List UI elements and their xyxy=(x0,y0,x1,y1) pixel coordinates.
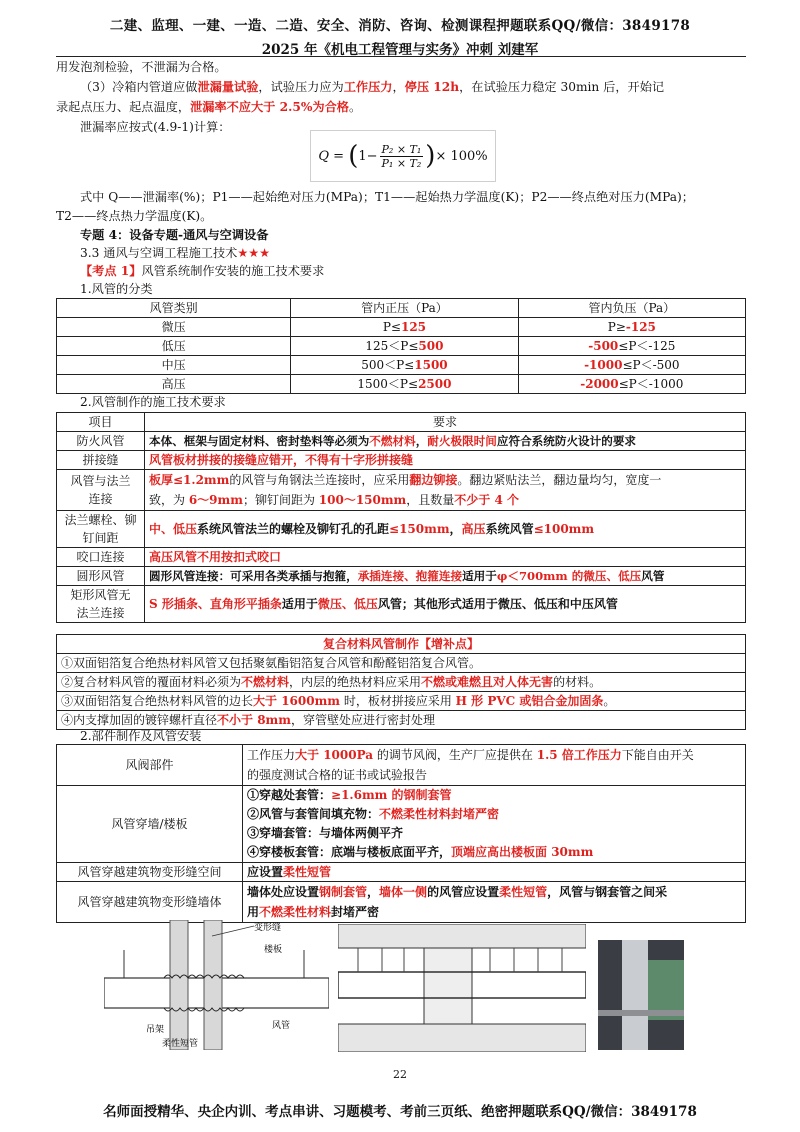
text: ， xyxy=(392,80,405,94)
table-cell xyxy=(145,432,746,451)
text: ≤P＜-500 xyxy=(622,358,680,372)
text: ②复合材料风管的覆面材料必须为 xyxy=(61,675,242,689)
table-row xyxy=(57,432,746,451)
formula-eq: = xyxy=(333,148,345,164)
table-header: 项目 xyxy=(57,413,145,432)
floor-slab xyxy=(338,1024,586,1052)
text: ，穿管壁处应进行密封处理 xyxy=(290,713,435,727)
table-cell: 高压 xyxy=(57,375,291,394)
section-title xyxy=(56,244,746,263)
duct-photo xyxy=(598,940,684,1050)
topic-title: 专题 4：设备专题-通风与空调设备 xyxy=(80,228,269,242)
table-cell: 低压 xyxy=(57,337,291,356)
table-cell xyxy=(57,692,746,711)
text: 法兰螺栓、铆 xyxy=(64,513,137,527)
wall-sleeve-section-drawing xyxy=(338,924,586,1052)
keypoint-title xyxy=(56,262,746,281)
text: ≤P＜-125 xyxy=(618,339,676,353)
table-row xyxy=(57,567,746,586)
text: ④穿楼板套管：底端与楼板底面平齐， xyxy=(247,845,452,859)
table-cell xyxy=(518,318,745,337)
table-cell xyxy=(145,567,746,586)
table-cell: 拼接缝 xyxy=(57,451,145,470)
table-row xyxy=(57,548,746,567)
table-cell xyxy=(57,470,145,511)
table-cell xyxy=(57,586,145,623)
text: 系统风管 xyxy=(485,522,534,536)
table-cell: 风管穿越建筑物变形缝空间 xyxy=(57,863,243,882)
table-row xyxy=(57,586,746,623)
text: ，在试验压力稳定 30min 后，开始记 xyxy=(459,80,665,94)
table-row xyxy=(57,673,746,692)
table-header: 管内负压（Pa） xyxy=(518,299,745,318)
table-cell: 高压风管不用按扣式咬口 xyxy=(145,548,746,567)
highlight: -2000 xyxy=(580,377,619,391)
highlight: 高压 xyxy=(461,522,486,536)
table-cell xyxy=(145,470,746,511)
highlight: 1.5 倍工作压力 xyxy=(536,748,622,762)
text: 风管；其他形式适用于微压、低压和中压风管 xyxy=(377,597,618,611)
table-cell xyxy=(291,337,518,356)
highlight: 不燃或难燃且对人体无害 xyxy=(421,675,554,689)
highlight: 顶端应高出楼板面 30mm xyxy=(451,845,594,859)
highlight: 【考点 1】 xyxy=(80,264,142,278)
table-row xyxy=(57,511,746,548)
table-row xyxy=(57,863,746,882)
table-cell xyxy=(243,863,746,882)
text: 工作压力 xyxy=(247,748,296,762)
highlight: 停压 12h xyxy=(404,80,460,94)
highlight: 500 xyxy=(418,339,444,353)
table-row xyxy=(57,470,746,511)
text: ③穿墙套管：与墙体两侧平齐 xyxy=(247,826,404,840)
text: 应设置 xyxy=(247,865,284,879)
highlight: 翻边铆接 xyxy=(409,473,458,487)
text: 125＜P≤ xyxy=(365,339,419,353)
table-cell xyxy=(145,586,746,623)
table-row xyxy=(57,299,746,318)
text: ， xyxy=(367,885,380,899)
table-cell: 风管板材拼接的接缝应错开，不得有十字形拼接缝 xyxy=(145,451,746,470)
formula-fraction xyxy=(380,143,424,170)
intro-line-0: 用发泡剂检验，不泄漏为合格。 xyxy=(56,60,227,74)
table-header: 管内正压（Pa） xyxy=(291,299,518,318)
highlight: 100～150mm xyxy=(318,493,407,507)
text: ，试验压力应为 xyxy=(258,80,344,94)
footer-contact-line: 名师面授精华、央企内训、考点串讲、习题模考、考前三页纸、绝密押题联系QQ/微信：3849178 xyxy=(103,1104,697,1120)
text: 应符合系统防火设计的要求 xyxy=(496,434,637,448)
install-table xyxy=(56,744,746,923)
sub-heading-2: 2.风管制作的施工技术要求 xyxy=(80,395,226,409)
text: ，内层的绝热材料应采用 xyxy=(289,675,422,689)
intro-line-1 xyxy=(56,78,746,97)
text: 风管与法兰 xyxy=(70,474,131,488)
table-header: 复合材料风管制作【增补点】 xyxy=(57,635,746,654)
highlight: 板厚≤1.2mm xyxy=(149,473,230,487)
text: 录起点压力、起点温度， xyxy=(56,100,191,114)
highlight: ≤100mm xyxy=(533,522,595,536)
highlight: 6～9mm xyxy=(188,493,243,507)
highlight: -1000 xyxy=(584,358,623,372)
text: ≤P＜-1000 xyxy=(618,377,684,391)
paren-open: ( xyxy=(348,141,359,171)
text: ③双面铝箔复合绝热材料风管的边长 xyxy=(61,694,254,708)
table-cell: 风管穿墙/楼板 xyxy=(57,786,243,863)
highlight: -500 xyxy=(588,339,619,353)
photo-beam xyxy=(598,1010,684,1016)
table-row xyxy=(57,375,746,394)
sub-heading-3: 2.部件制作及风管安装 xyxy=(80,729,202,743)
text: 封堵严密 xyxy=(331,905,380,919)
highlight: 大于 1000Pa xyxy=(295,748,374,762)
highlight: 大于 1600mm xyxy=(253,694,340,708)
text: ， xyxy=(415,434,428,448)
highlight: S 形插条、直角形平插条 xyxy=(149,597,282,611)
table-cell xyxy=(57,673,746,692)
table-cell xyxy=(291,356,518,375)
text: 风管 xyxy=(641,569,665,583)
highlight: 中、低压 xyxy=(149,522,198,536)
table-row xyxy=(57,356,746,375)
highlight: 不燃材料 xyxy=(241,675,290,689)
text: 。翻边紧贴法兰，翻边量均匀，宽度一 xyxy=(457,473,662,487)
formula-one: 1− xyxy=(358,148,378,164)
label-duct: 风管 xyxy=(272,1021,291,1031)
highlight: 不小于 8mm xyxy=(217,713,291,727)
text: 的风管与角钢法兰连接时，应采用 xyxy=(229,473,410,487)
text: ，且数量 xyxy=(406,493,455,507)
highlight: -125 xyxy=(625,320,656,334)
table-cell: 咬口连接 xyxy=(57,548,145,567)
table-cell: 微压 xyxy=(57,318,291,337)
highlight: 泄漏率不应大于 2.5%为合格 xyxy=(190,100,349,114)
intro-line-2 xyxy=(56,98,746,117)
highlight: ≤150mm xyxy=(389,522,450,536)
wall-left xyxy=(170,920,188,1050)
table-cell xyxy=(243,786,746,863)
text: ；铆钉间距为 xyxy=(242,493,319,507)
text: 适用于 xyxy=(462,569,497,583)
table-cell xyxy=(518,375,745,394)
table-row xyxy=(57,654,746,673)
text: P≥ xyxy=(607,320,626,334)
highlight: 墙体一侧 xyxy=(379,885,428,899)
label-flex: 柔性短管 xyxy=(162,1039,199,1049)
label-hanger: 吊架 xyxy=(146,1025,165,1035)
paren-close: ) xyxy=(425,141,436,171)
text: 适用于 xyxy=(281,597,318,611)
intro-line-5: T2——终点热力学温度(K)。 xyxy=(56,209,213,223)
highlight: 钢制套管 xyxy=(319,885,368,899)
duct-class-table xyxy=(56,298,746,394)
label-joint: 变形缝 xyxy=(254,923,282,933)
highlight: 工作压力 xyxy=(343,80,393,94)
text: 致，为 xyxy=(149,493,189,507)
highlight: 柔性短管 xyxy=(283,865,332,879)
table-cell xyxy=(243,745,746,786)
duct-requirements-table xyxy=(56,412,746,623)
highlight: 微压、低压 xyxy=(317,597,378,611)
table-cell: 圆形风管 xyxy=(57,567,145,586)
table-cell: 防火风管 xyxy=(57,432,145,451)
intro-line-4: 式中 Q——泄漏率(%)；P1——起始绝对压力(MPa)；T1——起始热力学温度(K)；P2——终点绝对压力(MPa)； xyxy=(80,190,694,204)
table-cell xyxy=(291,318,518,337)
highlight: 承插连接、抱箍连接 xyxy=(357,569,463,583)
text: 时，板材拼接应采用 xyxy=(340,694,456,708)
text: 用 xyxy=(247,905,260,919)
composite-duct-table xyxy=(56,634,746,730)
formula-denominator: P₁ × T₂ xyxy=(381,156,422,170)
text: 的材料。 xyxy=(553,675,602,689)
highlight: 柔性短管 xyxy=(499,885,548,899)
wall-right xyxy=(204,920,222,1050)
text: ④内支撑加固的镀锌螺杆直径 xyxy=(61,713,218,727)
expansion-joint-diagram xyxy=(104,920,329,1050)
text: 矩形风管无 xyxy=(70,588,131,602)
text: ， xyxy=(449,522,462,536)
leak-rate-formula xyxy=(310,130,496,182)
text: 1500＜P≤ xyxy=(357,377,419,391)
highlight: 耐火极限时间 xyxy=(427,434,497,448)
text: P≤ xyxy=(382,320,401,334)
text: 的调节风阀，生产厂应提供在 xyxy=(373,748,537,762)
text: 墙体处应设置 xyxy=(247,885,320,899)
formula-numerator: P₂ × T₁ xyxy=(381,142,422,156)
text: 连接 xyxy=(88,492,113,506)
table-row xyxy=(57,692,746,711)
intro-line-3: 泄漏率应按式(4.9-1)计算： xyxy=(80,120,231,134)
table-cell: ①双面铝箔复合绝热材料风管又包括聚氨酯铝箔复合风管和酚醛铝箔复合风管。 xyxy=(57,654,746,673)
photo-duct xyxy=(622,940,648,1050)
text: 风管系统制作安装的施工技术要求 xyxy=(141,264,325,278)
text: 3.3 通风与空调工程施工技术 xyxy=(80,246,238,260)
table-row xyxy=(57,635,746,654)
table-row xyxy=(57,451,746,470)
text: 系统风管法兰的螺栓及铆钉孔的孔距 xyxy=(197,522,390,536)
table-header: 要求 xyxy=(145,413,746,432)
header-contact-line: 二建、监理、一建、一造、二造、安全、消防、咨询、检测课程押题联系QQ/微信：3849178 xyxy=(109,18,691,34)
ceiling-slab xyxy=(338,924,586,948)
text: ，风管与钢套管之间采 xyxy=(547,885,668,899)
highlight: 不燃柔性材料封堵严密 xyxy=(379,807,500,821)
table-cell xyxy=(57,511,145,548)
table-cell xyxy=(243,882,746,923)
highlight: 泄漏量试验 xyxy=(197,80,259,94)
text: （3）冷箱内管道应做 xyxy=(80,80,198,94)
table-row xyxy=(57,786,746,863)
header-course-title: 2025 年《机电工程管理与实务》冲刺 刘建军 xyxy=(261,42,539,58)
table-cell: 风管穿越建筑物变形缝墙体 xyxy=(57,882,243,923)
highlight: 2500 xyxy=(418,377,452,391)
table-cell xyxy=(145,511,746,548)
text: ①穿越处套管： xyxy=(247,788,332,802)
table-row xyxy=(57,413,746,432)
text: 法兰连接 xyxy=(76,606,125,620)
table-cell xyxy=(291,375,518,394)
highlight: 不燃材料 xyxy=(369,434,416,448)
text: 钉间距 xyxy=(82,531,119,545)
table-header: 风管类别 xyxy=(57,299,291,318)
highlight: 1500 xyxy=(414,358,448,372)
wall-section xyxy=(424,948,472,1024)
text: ②风管与套管间填充物： xyxy=(247,807,380,821)
formula-percent: × 100% xyxy=(435,148,488,164)
table-row xyxy=(57,745,746,786)
highlight: 不少于 4 个 xyxy=(454,493,519,507)
text: 圆形风管连接：可采用各类承插与抱箍， xyxy=(149,569,358,583)
highlight: 不燃柔性材料 xyxy=(259,905,332,919)
highlight: φ＜700mm 的微压、低压 xyxy=(496,569,642,583)
sub-heading-1: 1.风管的分类 xyxy=(80,282,153,296)
table-cell: 风阀部件 xyxy=(57,745,243,786)
table-cell xyxy=(518,356,745,375)
formula-q: Q xyxy=(318,148,329,164)
text: 500＜P≤ xyxy=(361,358,415,372)
table-row xyxy=(57,318,746,337)
highlight: ≥1.6mm 的钢制套管 xyxy=(331,788,452,802)
table-cell xyxy=(518,337,745,356)
text: 。 xyxy=(603,694,616,708)
text: 下能自由开关 xyxy=(621,748,694,762)
text: 本体、框架与固定材料、密封垫料等必须为 xyxy=(149,434,370,448)
table-row xyxy=(57,337,746,356)
table-cell: 中压 xyxy=(57,356,291,375)
highlight: 125 xyxy=(400,320,427,334)
text: 。 xyxy=(348,100,362,114)
label-slab: 楼板 xyxy=(264,945,283,955)
page-number: 22 xyxy=(393,1068,407,1081)
text: 的风管应设置 xyxy=(427,885,500,899)
highlight: H 形 PVC 或铝合金加固条 xyxy=(455,694,604,708)
table-row xyxy=(57,882,746,923)
text: 的强度测试合格的证书或试验报告 xyxy=(247,768,428,782)
star-icon: ★★★ xyxy=(237,246,271,260)
header-rule xyxy=(56,56,746,57)
